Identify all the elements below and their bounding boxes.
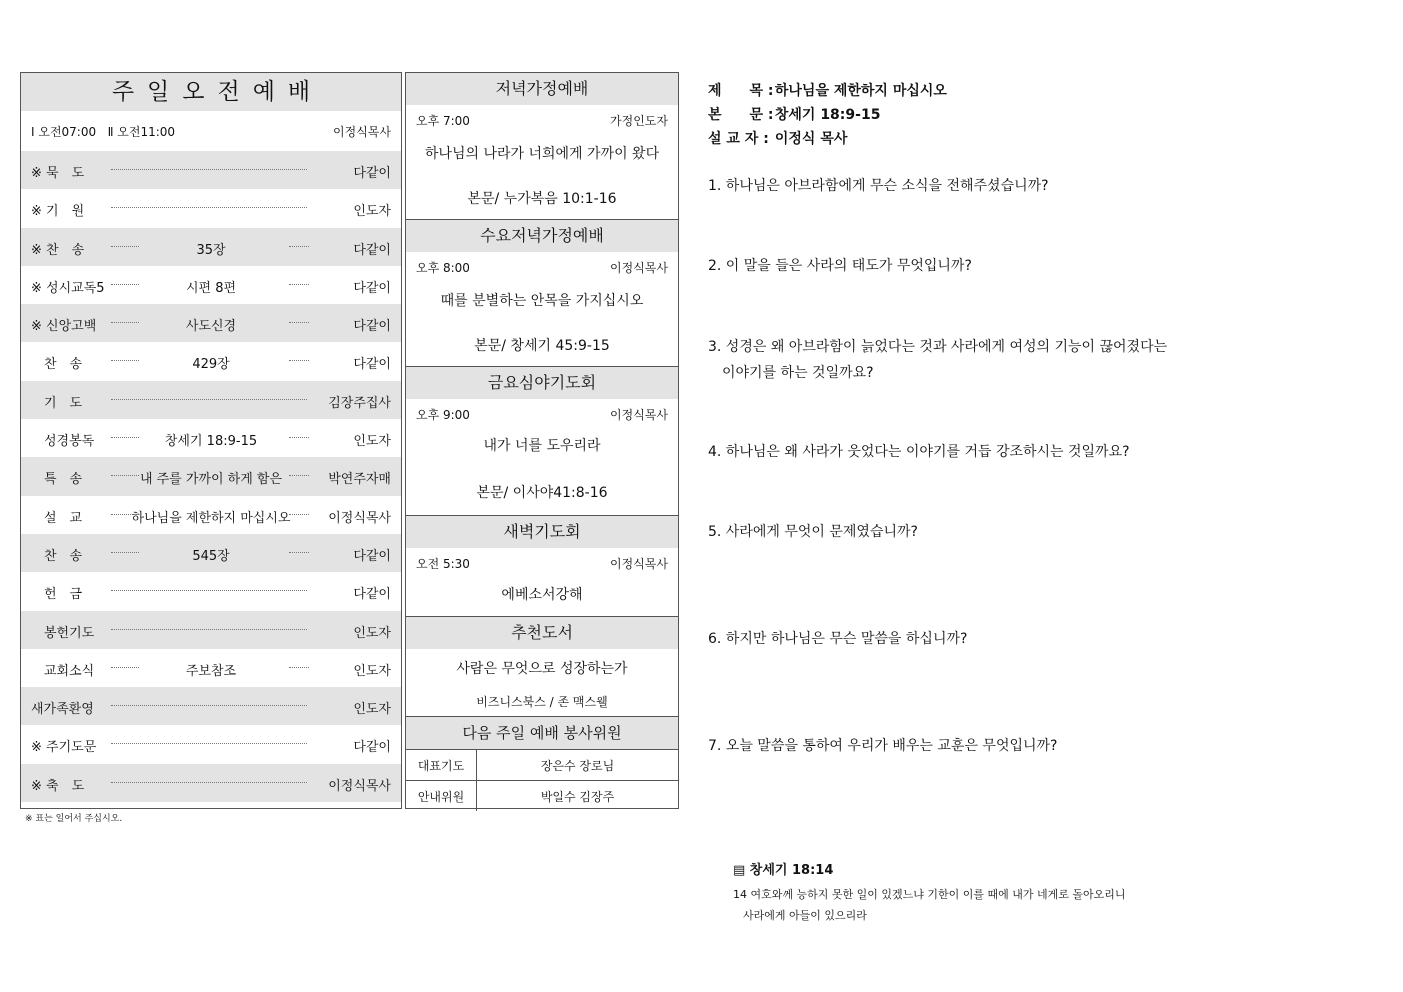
order-label: 찬 송 [31, 548, 83, 564]
order-detail: 35장 [196, 242, 226, 258]
worship-order-row [21, 381, 401, 419]
worship-order-row [21, 457, 401, 495]
service-leader: 이정식목사 [610, 557, 668, 571]
standing-note: ※ 표는 일어서 주십시오. [25, 814, 123, 824]
order-label: 찬 송 [31, 357, 83, 373]
worship-title: 주일오전예배 [21, 73, 401, 111]
leader-dots [111, 399, 307, 400]
order-person: 인도자 [353, 663, 391, 679]
service-head: 저녁가정예배 [406, 73, 678, 105]
sermon-preacher-row [708, 128, 947, 152]
worship-order-row [21, 649, 401, 687]
order-person: 다같이 [353, 740, 391, 756]
table-row [406, 781, 678, 812]
service-dawn [406, 516, 678, 617]
order-person: 김장주집사 [328, 395, 391, 411]
leader-dots [289, 284, 309, 285]
service-friday [406, 367, 678, 516]
leader-dots [289, 322, 309, 323]
order-label: 설 교 [31, 510, 83, 526]
worship-order-row [21, 687, 401, 725]
leader-dots [289, 514, 309, 515]
recommended-books [406, 617, 678, 717]
sermon-header [708, 80, 947, 152]
staff-head: 다음 주일 예배 봉사위원 [406, 717, 678, 749]
order-label: 특 송 [31, 472, 83, 488]
question-7: 7. 오늘 말씀을 통하여 우리가 배우는 교훈은 무엇입니까? [708, 738, 1058, 754]
order-person: 다같이 [353, 587, 391, 603]
question-4: 4. 하나님은 왜 사라가 웃었다는 이야기를 거듭 강조하시는 것일까요? [708, 444, 1130, 460]
leader-dots [111, 207, 307, 208]
order-label: ※ 묵 도 [31, 166, 85, 181]
order-detail: 사도신경 [185, 319, 237, 335]
order-detail: 하나님을 제한하지 마십시오 [131, 510, 291, 526]
service-head: 수요저녁가정예배 [406, 220, 678, 252]
question-5: 5. 사라에게 무엇이 문제였습니까? [708, 524, 918, 540]
order-label: 새가족환영 [31, 702, 94, 718]
leader-dots [111, 360, 139, 361]
verse-line: 사라에게 아들이 있으리라 [743, 909, 867, 922]
staff-names: 장은수 장로님 [477, 750, 679, 781]
question-6: 6. 하지만 하나님은 무슨 말씀을 하십니까? [708, 631, 968, 647]
service-topic: 때를 분별하는 안목을 가지십시오 [440, 293, 644, 309]
sunday-worship-panel [20, 72, 402, 809]
order-label: ※ 기 원 [31, 204, 85, 220]
book-author: 비즈니스북스 / 존 맥스웰 [476, 695, 608, 709]
order-person: 다같이 [353, 280, 391, 296]
service-leader: 이정식목사 [610, 408, 668, 422]
leader-dots [111, 743, 307, 744]
service-evening-home [406, 73, 678, 220]
worship-order-row [21, 228, 401, 266]
order-detail: 429장 [192, 357, 230, 373]
order-label: 헌 금 [31, 587, 83, 603]
service-wednesday [406, 220, 678, 367]
worship-order-row [21, 572, 401, 610]
order-detail: 시편 8편 [185, 280, 237, 296]
question-3: 3. 성경은 왜 아브라함이 늙었다는 것과 사라에게 여성의 기능이 끊어졌다는 이야기를 하는 것일까요? [708, 339, 1168, 381]
order-label: ※ 찬 송 [31, 242, 85, 258]
leader-dots [111, 667, 139, 668]
worship-order-row [21, 496, 401, 534]
service-time: 오후 7:00 [416, 114, 470, 128]
service-scripture: 본문/ 누가복음 10:1-16 [467, 191, 617, 207]
staff-names: 박일수 김장주 [477, 781, 679, 812]
order-detail: 545장 [192, 548, 230, 564]
order-person: 박연주자매 [328, 472, 391, 488]
sermon-title-row [708, 80, 947, 104]
leader-dots [111, 284, 139, 285]
order-detail: 주보참조 [185, 663, 237, 679]
leader-dots [111, 514, 139, 515]
service-scripture: 본문/ 창세기 45:9-15 [474, 338, 610, 354]
worship-times: Ⅰ 오전07:00 Ⅱ 오전11:00 [31, 125, 176, 139]
order-detail: 창세기 18:9-15 [164, 434, 258, 450]
sermon-title-label: 제 목 : [708, 83, 774, 99]
next-week-staff [406, 717, 678, 811]
leader-dots [111, 322, 139, 323]
books-head: 추천도서 [406, 617, 678, 649]
leader-dots [289, 437, 309, 438]
leader-dots [111, 552, 139, 553]
order-person: 다같이 [353, 319, 391, 335]
table-row [406, 750, 678, 781]
book-title: 사람은 무엇으로 성장하는가 [456, 661, 628, 677]
order-label: ※ 성시교독5 [31, 280, 105, 296]
order-person: 다같이 [353, 166, 391, 181]
question-2: 2. 이 말을 들은 사라의 태도가 무엇입니까? [708, 258, 972, 274]
leader-dots [111, 437, 139, 438]
worship-order-list [21, 151, 401, 802]
sermon-title: 하나님을 제한하지 마십시오 [774, 83, 947, 99]
order-label: 성경봉독 [31, 434, 95, 450]
order-person: 이정식목사 [328, 778, 391, 794]
question-1: 1. 하나님은 아브라함에게 무슨 소식을 전해주셨습니까? [708, 178, 1049, 194]
worship-order-row [21, 725, 401, 763]
worship-order-row [21, 419, 401, 457]
worship-order-row [21, 342, 401, 380]
order-label: 교회소식 [31, 663, 95, 679]
order-detail: 내 주를 가까이 하게 함은 [139, 472, 283, 488]
services-panel [405, 72, 679, 809]
order-person: 인도자 [353, 204, 391, 220]
memory-verse-text [733, 884, 1126, 926]
order-person: 이정식목사 [328, 510, 391, 526]
order-person: 다같이 [353, 242, 391, 258]
sermon-text: 창세기 18:9-15 [774, 107, 881, 123]
staff-role: 안내위원 [406, 781, 477, 812]
service-time: 오후 9:00 [416, 408, 470, 422]
service-scripture: 본문/ 이사야41:8-16 [476, 485, 608, 501]
leader-dots [289, 360, 309, 361]
order-label: ※ 축 도 [31, 778, 85, 794]
worship-order-row [21, 189, 401, 227]
verse-line: 14 여호와께 능하지 못한 일이 있겠느냐 기한이 이를 때에 내가 네게로 돌아오리니 [733, 888, 1126, 901]
service-head: 새벽기도회 [406, 516, 678, 548]
order-person: 다같이 [353, 357, 391, 373]
service-leader: 이정식목사 [610, 261, 668, 275]
sermon-text-row [708, 104, 947, 128]
leader-dots [111, 246, 139, 247]
leader-dots [289, 475, 309, 476]
leader-dots [111, 590, 307, 591]
order-person: 다같이 [353, 548, 391, 564]
leader-dots [111, 782, 307, 783]
sermon-preacher: 이정식 목사 [774, 131, 848, 147]
leader-dots [111, 169, 307, 170]
worship-order-row [21, 534, 401, 572]
service-topic: 에베소서강해 [501, 587, 583, 603]
worship-order-row [21, 764, 401, 802]
leader-dots [289, 667, 309, 668]
order-label: 봉헌기도 [31, 625, 95, 641]
order-person: 인도자 [353, 625, 391, 641]
leader-dots [111, 629, 307, 630]
worship-order-row [21, 151, 401, 189]
leader-dots [289, 552, 309, 553]
order-person: 인도자 [353, 702, 391, 718]
worship-info-row [21, 111, 401, 151]
service-head: 금요심야기도회 [406, 367, 678, 399]
service-time: 오후 8:00 [416, 261, 470, 275]
service-leader: 가정인도자 [610, 114, 668, 128]
worship-leader: 이정식목사 [333, 125, 391, 139]
staff-table [406, 749, 678, 811]
leader-dots [111, 475, 139, 476]
worship-order-row [21, 304, 401, 342]
service-time: 오전 5:30 [416, 557, 470, 571]
worship-order-row [21, 266, 401, 304]
order-label: ※ 주기도문 [31, 740, 97, 756]
leader-dots [111, 705, 307, 706]
service-topic: 내가 너를 도우리라 [483, 438, 601, 454]
sermon-text-label: 본 문 : [708, 107, 774, 123]
service-topic: 하나님의 나라가 너희에게 가까이 왔다 [424, 146, 660, 162]
memory-verse-ref: ▤ 창세기 18:14 [733, 863, 834, 878]
leader-dots [289, 246, 309, 247]
sermon-preacher-label: 설 교 자 : [708, 131, 769, 147]
staff-role: 대표기도 [406, 750, 477, 781]
order-person: 인도자 [353, 434, 391, 450]
order-label: 기 도 [31, 395, 83, 411]
worship-order-row [21, 611, 401, 649]
order-label: ※ 신앙고백 [31, 319, 97, 335]
